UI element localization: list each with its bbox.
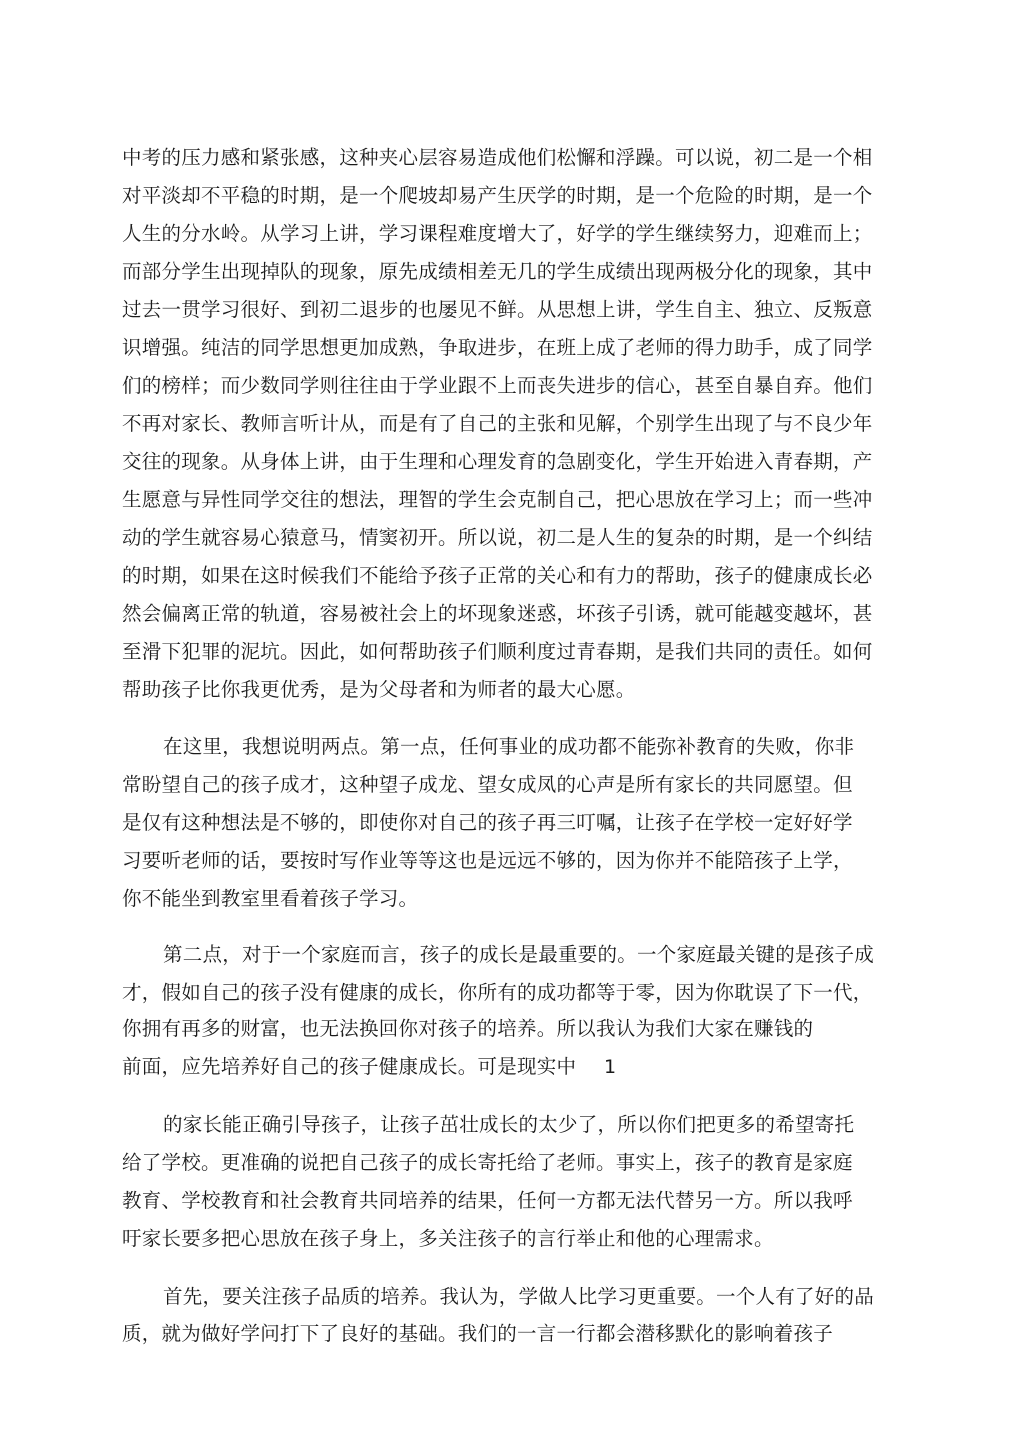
text-line: 你拥有再多的财富，也无法换回你对孩子的培养。所以我认为我们大家在赚钱的 <box>122 1017 814 1040</box>
text-line: 才，假如自己的孩子没有健康的成长，你所有的成功都等于零，因为你耽误了下一代， <box>122 981 873 1004</box>
page-number: 1 <box>604 1056 617 1078</box>
text-line: 是仅有这种想法是不够的，即使你对自己的孩子再三叮嘱，让孩子在学校一定好好学 <box>122 811 853 834</box>
text-line: 的家长能正确引导孩子，让孩子茁壮成长的太少了，所以你们把更多的希望寄托 <box>163 1113 855 1136</box>
text-line: 教育、学校教育和社会教育共同培养的结果，任何一方都无法代替另一方。所以我呼 <box>122 1189 853 1212</box>
text-line: 常盼望自己的孩子成才，这种望子成龙、望女成凤的心声是所有家长的共同愿望。但 <box>122 773 853 796</box>
text-line: 而部分学生出现掉队的现象，原先成绩相差无几的学生成绩出现两极分化的现象，其中 <box>122 260 873 283</box>
text-line: 中考的压力感和紧张感，这种夹心层容易造成他们松懈和浮躁。可以说，初二是一个相 <box>122 146 873 169</box>
text-line: 至滑下犯罪的泥坑。因此，如何帮助孩子们顺利度过青春期，是我们共同的责任。如何 <box>122 640 873 663</box>
text-line: 帮助孩子比你我更优秀，是为父母者和为师者的最大心愿。 <box>122 678 636 701</box>
text-line: 的时期，如果在这时候我们不能给予孩子正常的关心和有力的帮助，孩子的健康成长必 <box>122 564 873 587</box>
text-line: 交往的现象。从身体上讲，由于生理和心理发育的急剧变化，学生开始进入青春期，产 <box>122 450 873 473</box>
text-line: 过去一贯学习很好、到初二退步的也屡见不鲜。从思想上讲，学生自主、独立、反叛意 <box>122 298 873 321</box>
text-line: 在这里，我想说明两点。第一点，任何事业的成功都不能弥补教育的失败，你非 <box>163 735 855 758</box>
text-line: 习要听老师的话，要按时写作业等等这也是远远不够的，因为你并不能陪孩子上学， <box>122 849 853 872</box>
text-line: 识增强。纯洁的同学思想更加成熟，争取进步，在班上成了老师的得力助手，成了同学 <box>122 336 873 359</box>
text-line: 然会偏离正常的轨道，容易被社会上的坏现象迷惑，坏孩子引诱，就可能越变越坏，甚 <box>122 602 873 625</box>
text-line: 首先，要关注孩子品质的培养。我认为，学做人比学习更重要。一个人有了好的品 <box>163 1285 875 1308</box>
text-line: 你不能坐到教室里看着孩子学习。 <box>122 887 419 910</box>
text-line: 动的学生就容易心猿意马，情窦初开。所以说，初二是人生的复杂的时期，是一个纠结 <box>122 526 873 549</box>
text-line: 前面，应先培养好自己的孩子健康成长。可是现实中 <box>122 1055 577 1078</box>
text-line: 对平淡却不平稳的时期，是一个爬坡却易产生厌学的时期，是一个危险的时期，是一个 <box>122 184 873 207</box>
text-line: 们的榜样；而少数同学则往往由于学业跟不上而丧失进步的信心，甚至自暴自弃。他们 <box>122 374 873 397</box>
text-line: 质，就为做好学问打下了良好的基础。我们的一言一行都会潜移默化的影响着孩子 <box>122 1322 834 1345</box>
text-line: 生愿意与异性同学交往的想法，理智的学生会克制自己，把心思放在学习上；而一些冲 <box>122 488 873 511</box>
text-line: 吁家长要多把心思放在孩子身上，多关注孩子的言行举止和他的心理需求。 <box>122 1227 774 1250</box>
text-line: 给了学校。更准确的说把自己孩子的成长寄托给了老师。事实上，孩子的教育是家庭 <box>122 1151 853 1174</box>
text-line: 第二点，对于一个家庭而言，孩子的成长是最重要的。一个家庭最关键的是孩子成 <box>163 943 875 966</box>
text-line: 人生的分水岭。从学习上讲，学习课程难度增大了，好学的学生继续努力，迎难而上； <box>122 222 873 245</box>
text-line: 不再对家长、教师言听计从，而是有了自己的主张和见解，个别学生出现了与不良少年 <box>122 412 873 435</box>
